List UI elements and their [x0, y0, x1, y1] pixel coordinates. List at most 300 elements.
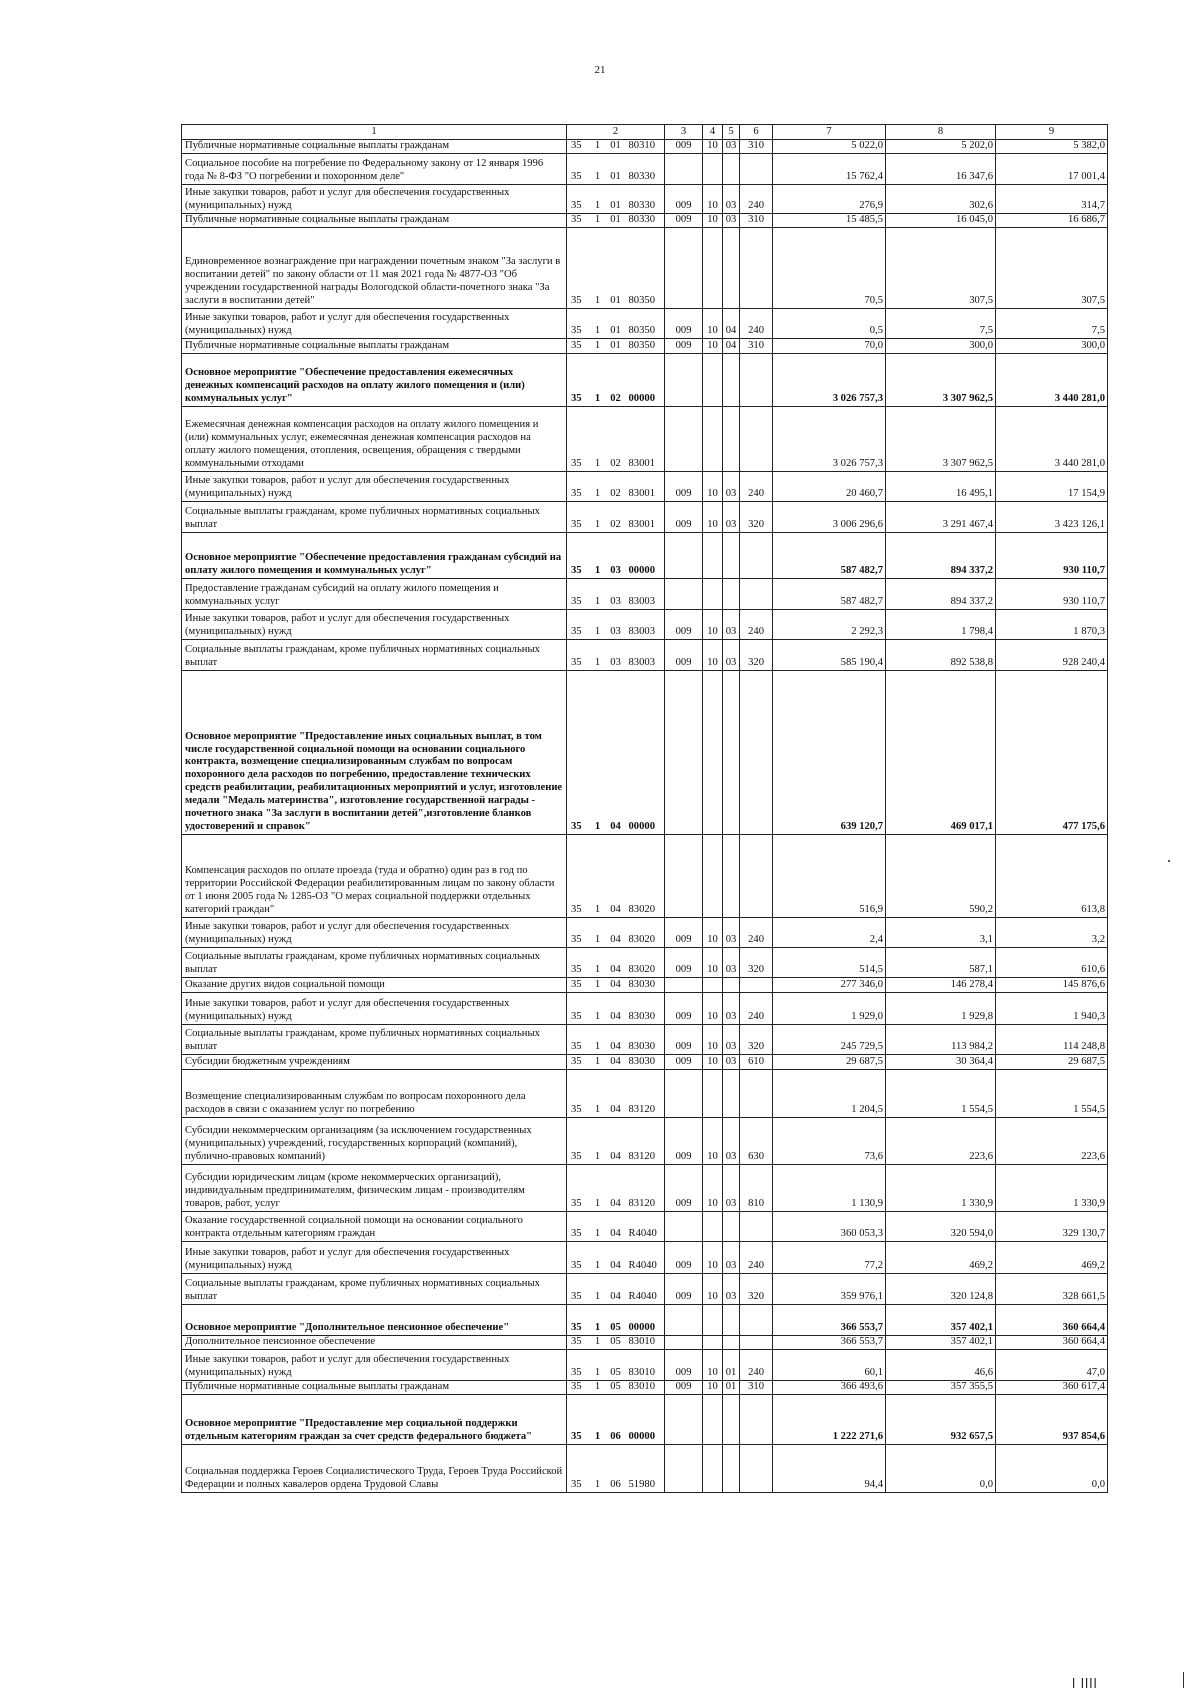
row-value-col8: 932 657,5 — [886, 1395, 996, 1445]
row-code-part: 83030 — [627, 993, 665, 1025]
row-rz: 10 — [703, 948, 723, 978]
row-value-col8: 469,2 — [886, 1242, 996, 1274]
table-row — [182, 185, 1108, 214]
row-code-part: 03 — [605, 579, 627, 610]
row-ved — [665, 579, 703, 610]
row-ved: 009 — [665, 214, 703, 228]
row-code-part: 1 — [591, 579, 605, 610]
row-ved — [665, 1305, 703, 1336]
row-value-col8: 7,5 — [886, 309, 996, 339]
row-value-col8: 46,6 — [886, 1350, 996, 1381]
row-ved: 009 — [665, 339, 703, 354]
row-ved: 009 — [665, 140, 703, 154]
row-ved: 009 — [665, 1274, 703, 1305]
row-pr — [723, 835, 740, 918]
row-ved: 009 — [665, 610, 703, 640]
table-row — [182, 354, 1108, 407]
row-code-part: 35 — [567, 1305, 591, 1336]
row-value-col7: 3 026 757,3 — [773, 354, 886, 407]
row-code-part: 1 — [591, 154, 605, 185]
header-cell: 1 — [182, 125, 567, 140]
row-name: Иные закупки товаров, работ и услуг для обеспечения государственных (муниципальных) нужд — [182, 1350, 567, 1381]
row-code-part: 1 — [591, 918, 605, 948]
row-rz — [703, 1336, 723, 1350]
row-code-part: 05 — [605, 1350, 627, 1381]
row-vr — [740, 533, 773, 579]
row-code-part: 1 — [591, 1055, 605, 1070]
row-code-part: 35 — [567, 978, 591, 993]
row-vr: 310 — [740, 140, 773, 154]
row-code-part: 1 — [591, 1445, 605, 1493]
row-value-col8: 357 402,1 — [886, 1336, 996, 1350]
row-code-part: 1 — [591, 1336, 605, 1350]
row-name: Ежемесячная денежная компенсация расходов на оплату жилого помещения и (или) коммунальных услуг, ежемесячная денежная компенсация расходов на оплату жилого помещения, отопления, освещения, обращения с твердыми коммунальными отходами — [182, 407, 567, 472]
row-vr — [740, 1070, 773, 1118]
row-code-part: 04 — [605, 948, 627, 978]
row-ved — [665, 533, 703, 579]
row-name: Субсидии некоммерческим организациям (за исключением государственных (муниципальных) учреждений, государственных корпораций (компаний), публично-правовых компаний) — [182, 1118, 567, 1165]
row-code-part: 35 — [567, 579, 591, 610]
row-code-part: 05 — [605, 1336, 627, 1350]
row-value-col8: 590,2 — [886, 835, 996, 918]
row-pr — [723, 1336, 740, 1350]
row-rz: 10 — [703, 1165, 723, 1212]
row-pr — [723, 978, 740, 993]
table-row — [182, 1381, 1108, 1395]
row-ved — [665, 228, 703, 309]
row-code-part: 1 — [591, 228, 605, 309]
row-code-part: 83030 — [627, 1055, 665, 1070]
row-value-col7: 587 482,7 — [773, 533, 886, 579]
row-value-col9: 17 001,4 — [996, 154, 1108, 185]
row-pr: 03 — [723, 640, 740, 671]
row-name: Возмещение специализированным службам по вопросам похоронного дела расходов в связи с оказанием услуг по погребению — [182, 1070, 567, 1118]
row-value-col9: 314,7 — [996, 185, 1108, 214]
row-value-col9: 1 870,3 — [996, 610, 1108, 640]
row-code-part: 35 — [567, 1445, 591, 1493]
row-name: Основное мероприятие "Предоставление мер социальной поддержки отдельным категориям граждан за счет средств федерального бюджета" — [182, 1395, 567, 1445]
row-ved: 009 — [665, 918, 703, 948]
row-value-col8: 0,0 — [886, 1445, 996, 1493]
row-ved: 009 — [665, 185, 703, 214]
table-row — [182, 671, 1108, 835]
row-code-part: 04 — [605, 993, 627, 1025]
row-ved — [665, 1445, 703, 1493]
row-ved — [665, 1336, 703, 1350]
row-code-part: 35 — [567, 1395, 591, 1445]
table-row — [182, 1165, 1108, 1212]
row-value-col8: 3,1 — [886, 918, 996, 948]
row-code-part: 83010 — [627, 1350, 665, 1381]
row-value-col9: 930 110,7 — [996, 579, 1108, 610]
row-code-part: 83120 — [627, 1118, 665, 1165]
row-code-part: 00000 — [627, 671, 665, 835]
row-rz — [703, 1445, 723, 1493]
row-value-col7: 366 493,6 — [773, 1381, 886, 1395]
row-code-part: 03 — [605, 640, 627, 671]
row-pr: 03 — [723, 948, 740, 978]
row-value-col9: 29 687,5 — [996, 1055, 1108, 1070]
row-value-col9: 613,8 — [996, 835, 1108, 918]
row-value-col9: 3 440 281,0 — [996, 407, 1108, 472]
row-ved: 009 — [665, 640, 703, 671]
row-value-col9: 307,5 — [996, 228, 1108, 309]
row-name: Компенсация расходов по оплате проезда (туда и обратно) один раз в год по территории Российской Федерации реабилитированным лицам по закону области от 1 июня 2005 года № 1285-ОЗ "О мерах социальной поддержки отдельных категорий граждан" — [182, 835, 567, 918]
row-code-part: 02 — [605, 407, 627, 472]
row-code-part: 1 — [591, 339, 605, 354]
row-value-col9: 1 940,3 — [996, 993, 1108, 1025]
row-value-col9: 114 248,8 — [996, 1025, 1108, 1055]
row-value-col7: 70,0 — [773, 339, 886, 354]
row-value-col9: 1 330,9 — [996, 1165, 1108, 1212]
row-rz: 10 — [703, 339, 723, 354]
row-name: Социальные выплаты гражданам, кроме публичных нормативных социальных выплат — [182, 1025, 567, 1055]
row-code-part: 83003 — [627, 640, 665, 671]
row-code-part: 01 — [605, 185, 627, 214]
row-code-part: 35 — [567, 1118, 591, 1165]
row-value-col8: 223,6 — [886, 1118, 996, 1165]
row-value-col9: 223,6 — [996, 1118, 1108, 1165]
row-vr: 240 — [740, 1350, 773, 1381]
table-row — [182, 978, 1108, 993]
row-name: Публичные нормативные социальные выплаты гражданам — [182, 214, 567, 228]
row-value-col9: 3 423 126,1 — [996, 502, 1108, 533]
table-row — [182, 1212, 1108, 1242]
row-code-part: 35 — [567, 1025, 591, 1055]
row-value-col9: 469,2 — [996, 1242, 1108, 1274]
row-ved — [665, 354, 703, 407]
row-code-part: 03 — [605, 610, 627, 640]
row-code-part: 35 — [567, 154, 591, 185]
row-value-col7: 3 026 757,3 — [773, 407, 886, 472]
table-row — [182, 610, 1108, 640]
row-value-col8: 320 594,0 — [886, 1212, 996, 1242]
row-value-col8: 320 124,8 — [886, 1274, 996, 1305]
row-code-part: 35 — [567, 948, 591, 978]
row-code-part: 80350 — [627, 228, 665, 309]
row-code-part: 83020 — [627, 835, 665, 918]
row-code-part: 80330 — [627, 214, 665, 228]
row-value-col7: 514,5 — [773, 948, 886, 978]
row-code-part: R4040 — [627, 1212, 665, 1242]
row-ved: 009 — [665, 993, 703, 1025]
row-ved — [665, 154, 703, 185]
row-ved — [665, 1395, 703, 1445]
table-row — [182, 407, 1108, 472]
row-code-part: 80330 — [627, 185, 665, 214]
row-code-part: 04 — [605, 1212, 627, 1242]
header-cell: 2 — [567, 125, 665, 140]
row-code-part: 35 — [567, 610, 591, 640]
header-cell: 6 — [740, 125, 773, 140]
table-row — [182, 1350, 1108, 1381]
row-value-col9: 610,6 — [996, 948, 1108, 978]
row-vr: 240 — [740, 610, 773, 640]
table-row — [182, 1242, 1108, 1274]
row-rz: 10 — [703, 185, 723, 214]
row-code-part: 1 — [591, 610, 605, 640]
row-code-part: 83030 — [627, 1025, 665, 1055]
row-value-col8: 3 307 962,5 — [886, 407, 996, 472]
row-code-part: 00000 — [627, 1395, 665, 1445]
row-code-part: 83003 — [627, 610, 665, 640]
row-value-col7: 77,2 — [773, 1242, 886, 1274]
row-pr: 03 — [723, 1274, 740, 1305]
budget-table — [181, 124, 1108, 1493]
row-code-part: 04 — [605, 1055, 627, 1070]
row-vr: 310 — [740, 1381, 773, 1395]
row-name: Иные закупки товаров, работ и услуг для обеспечения государственных (муниципальных) нужд — [182, 309, 567, 339]
table-row — [182, 1070, 1108, 1118]
row-value-col9: 360 664,4 — [996, 1305, 1108, 1336]
row-vr — [740, 671, 773, 835]
row-code-part: 35 — [567, 472, 591, 502]
row-value-col8: 894 337,2 — [886, 533, 996, 579]
table-row — [182, 948, 1108, 978]
row-pr: 03 — [723, 1055, 740, 1070]
row-code-part: 00000 — [627, 354, 665, 407]
row-code-part: 35 — [567, 1381, 591, 1395]
row-value-col9: 47,0 — [996, 1350, 1108, 1381]
row-pr: 03 — [723, 472, 740, 502]
row-name: Социальные выплаты гражданам, кроме публичных нормативных социальных выплат — [182, 1274, 567, 1305]
row-code-part: 04 — [605, 1242, 627, 1274]
row-rz — [703, 354, 723, 407]
row-rz — [703, 1305, 723, 1336]
row-code-part: 83003 — [627, 579, 665, 610]
row-vr: 320 — [740, 1025, 773, 1055]
row-code-part: 83020 — [627, 918, 665, 948]
row-value-col9: 928 240,4 — [996, 640, 1108, 671]
row-value-col7: 366 553,7 — [773, 1336, 886, 1350]
row-code-part: 83120 — [627, 1165, 665, 1212]
row-value-col9: 937 854,6 — [996, 1395, 1108, 1445]
table-row — [182, 640, 1108, 671]
row-code-part: 83120 — [627, 1070, 665, 1118]
row-ved — [665, 407, 703, 472]
row-rz — [703, 978, 723, 993]
row-code-part: 04 — [605, 918, 627, 948]
row-ved — [665, 978, 703, 993]
row-vr — [740, 1212, 773, 1242]
row-ved: 009 — [665, 1242, 703, 1274]
row-value-col8: 894 337,2 — [886, 579, 996, 610]
row-value-col7: 94,4 — [773, 1445, 886, 1493]
row-code-part: 35 — [567, 1242, 591, 1274]
table-row — [182, 1395, 1108, 1445]
row-pr — [723, 228, 740, 309]
row-vr — [740, 978, 773, 993]
row-value-col9: 1 554,5 — [996, 1070, 1108, 1118]
row-ved: 009 — [665, 1350, 703, 1381]
row-code-part: 1 — [591, 1242, 605, 1274]
row-code-part: 35 — [567, 354, 591, 407]
row-rz — [703, 579, 723, 610]
row-code-part: 35 — [567, 1350, 591, 1381]
row-ved: 009 — [665, 472, 703, 502]
row-value-col7: 15 762,4 — [773, 154, 886, 185]
header-cell: 8 — [886, 125, 996, 140]
row-code-part: 35 — [567, 640, 591, 671]
row-code-part: 35 — [567, 185, 591, 214]
row-vr: 240 — [740, 993, 773, 1025]
row-vr — [740, 228, 773, 309]
row-rz — [703, 1070, 723, 1118]
row-code-part: 83010 — [627, 1336, 665, 1350]
row-name: Социальные выплаты гражданам, кроме публичных нормативных социальных выплат — [182, 502, 567, 533]
row-rz — [703, 1395, 723, 1445]
row-value-col8: 1 929,8 — [886, 993, 996, 1025]
row-name: Публичные нормативные социальные выплаты гражданам — [182, 140, 567, 154]
row-value-col9: 328 661,5 — [996, 1274, 1108, 1305]
row-ved: 009 — [665, 1055, 703, 1070]
row-value-col9: 7,5 — [996, 309, 1108, 339]
row-code-part: 1 — [591, 671, 605, 835]
row-vr: 240 — [740, 918, 773, 948]
row-pr — [723, 533, 740, 579]
row-name: Субсидии юридическим лицам (кроме некоммерческих организаций), индивидуальным предпринимателям, физическим лицам - производителям товаров, работ, услуг — [182, 1165, 567, 1212]
row-vr: 240 — [740, 185, 773, 214]
row-name: Основное мероприятие "Обеспечение предоставления гражданам субсидий на оплату жилого помещения и коммунальных услуг" — [182, 533, 567, 579]
row-code-part: 00000 — [627, 1305, 665, 1336]
row-vr — [740, 1336, 773, 1350]
row-rz: 10 — [703, 1381, 723, 1395]
row-name: Единовременное вознаграждение при награждении почетным знаком "За заслуги в воспитании детей" по закону области от 11 мая 2021 года № 4877-ОЗ "Об учреждении государственной награды Вологодской области-почетного знака "За заслуги в воспитании детей" — [182, 228, 567, 309]
row-code-part: 35 — [567, 1336, 591, 1350]
row-value-col7: 1 222 271,6 — [773, 1395, 886, 1445]
row-value-col7: 277 346,0 — [773, 978, 886, 993]
row-code-part: 35 — [567, 835, 591, 918]
row-ved — [665, 1212, 703, 1242]
row-vr: 630 — [740, 1118, 773, 1165]
row-value-col7: 73,6 — [773, 1118, 886, 1165]
row-code-part: 1 — [591, 1070, 605, 1118]
row-code-part: 04 — [605, 1165, 627, 1212]
row-pr — [723, 354, 740, 407]
row-code-part: 06 — [605, 1395, 627, 1445]
row-value-col8: 357 355,5 — [886, 1381, 996, 1395]
row-value-col7: 587 482,7 — [773, 579, 886, 610]
row-rz: 10 — [703, 472, 723, 502]
row-rz — [703, 228, 723, 309]
row-name: Предоставление гражданам субсидий на оплату жилого помещения и коммунальных услуг — [182, 579, 567, 610]
row-value-col9: 360 617,4 — [996, 1381, 1108, 1395]
row-value-col7: 1 204,5 — [773, 1070, 886, 1118]
row-value-col7: 639 120,7 — [773, 671, 886, 835]
row-code-part: 83030 — [627, 978, 665, 993]
row-code-part: 1 — [591, 1025, 605, 1055]
row-code-part: 1 — [591, 533, 605, 579]
row-vr — [740, 354, 773, 407]
row-value-col8: 892 538,8 — [886, 640, 996, 671]
row-pr: 03 — [723, 140, 740, 154]
row-ved: 009 — [665, 1118, 703, 1165]
row-pr: 03 — [723, 185, 740, 214]
row-code-part: 1 — [591, 309, 605, 339]
header-cell: 5 — [723, 125, 740, 140]
table-row — [182, 228, 1108, 309]
row-vr: 810 — [740, 1165, 773, 1212]
row-value-col7: 516,9 — [773, 835, 886, 918]
row-pr: 03 — [723, 1025, 740, 1055]
row-code-part: 06 — [605, 1445, 627, 1493]
row-code-part: 1 — [591, 640, 605, 671]
header-cell: 3 — [665, 125, 703, 140]
row-code-part: 35 — [567, 1055, 591, 1070]
row-rz — [703, 154, 723, 185]
row-name: Иные закупки товаров, работ и услуг для обеспечения государственных (муниципальных) нужд — [182, 1242, 567, 1274]
row-code-part: 35 — [567, 1070, 591, 1118]
row-pr — [723, 671, 740, 835]
row-vr — [740, 1445, 773, 1493]
row-value-col7: 0,5 — [773, 309, 886, 339]
header-cell: 9 — [996, 125, 1108, 140]
row-rz — [703, 533, 723, 579]
row-code-part: R4040 — [627, 1242, 665, 1274]
row-vr: 240 — [740, 1242, 773, 1274]
row-vr — [740, 835, 773, 918]
row-rz: 10 — [703, 140, 723, 154]
row-rz: 10 — [703, 502, 723, 533]
row-pr — [723, 1445, 740, 1493]
row-code-part: 35 — [567, 918, 591, 948]
row-code-part: 00000 — [627, 533, 665, 579]
row-code-part: 01 — [605, 140, 627, 154]
row-pr — [723, 1070, 740, 1118]
row-code-part: 1 — [591, 1212, 605, 1242]
row-rz: 10 — [703, 214, 723, 228]
row-rz — [703, 835, 723, 918]
row-value-col8: 3 307 962,5 — [886, 354, 996, 407]
row-code-part: 35 — [567, 671, 591, 835]
row-value-col7: 60,1 — [773, 1350, 886, 1381]
row-value-col7: 2 292,3 — [773, 610, 886, 640]
row-value-col7: 585 190,4 — [773, 640, 886, 671]
row-code-part: 80310 — [627, 140, 665, 154]
row-value-col8: 469 017,1 — [886, 671, 996, 835]
scan-dot — [1168, 860, 1170, 862]
row-rz — [703, 407, 723, 472]
row-vr: 320 — [740, 1274, 773, 1305]
row-value-col7: 20 460,7 — [773, 472, 886, 502]
row-code-part: 1 — [591, 502, 605, 533]
row-ved: 009 — [665, 948, 703, 978]
row-code-part: 35 — [567, 407, 591, 472]
table-row — [182, 1336, 1108, 1350]
row-ved: 009 — [665, 309, 703, 339]
table-row — [182, 993, 1108, 1025]
row-pr — [723, 407, 740, 472]
row-pr — [723, 1305, 740, 1336]
row-rz — [703, 1212, 723, 1242]
row-name: Оказание других видов социальной помощи — [182, 978, 567, 993]
row-rz: 10 — [703, 993, 723, 1025]
row-value-col9: 300,0 — [996, 339, 1108, 354]
row-value-col9: 16 686,7 — [996, 214, 1108, 228]
row-code-part: 1 — [591, 185, 605, 214]
row-pr — [723, 154, 740, 185]
row-pr: 04 — [723, 339, 740, 354]
row-name: Оказание государственной социальной помощи на основании социального контракта отдельным категориям граждан — [182, 1212, 567, 1242]
row-value-col7: 15 485,5 — [773, 214, 886, 228]
row-rz: 10 — [703, 309, 723, 339]
row-vr: 240 — [740, 472, 773, 502]
row-name: Социальная поддержка Героев Социалистического Труда, Героев Труда Российской Федерации и полных кавалеров ордена Трудовой Славы — [182, 1445, 567, 1493]
row-name: Социальные выплаты гражданам, кроме публичных нормативных социальных выплат — [182, 948, 567, 978]
row-value-col7: 1 929,0 — [773, 993, 886, 1025]
row-vr — [740, 154, 773, 185]
row-value-col8: 307,5 — [886, 228, 996, 309]
